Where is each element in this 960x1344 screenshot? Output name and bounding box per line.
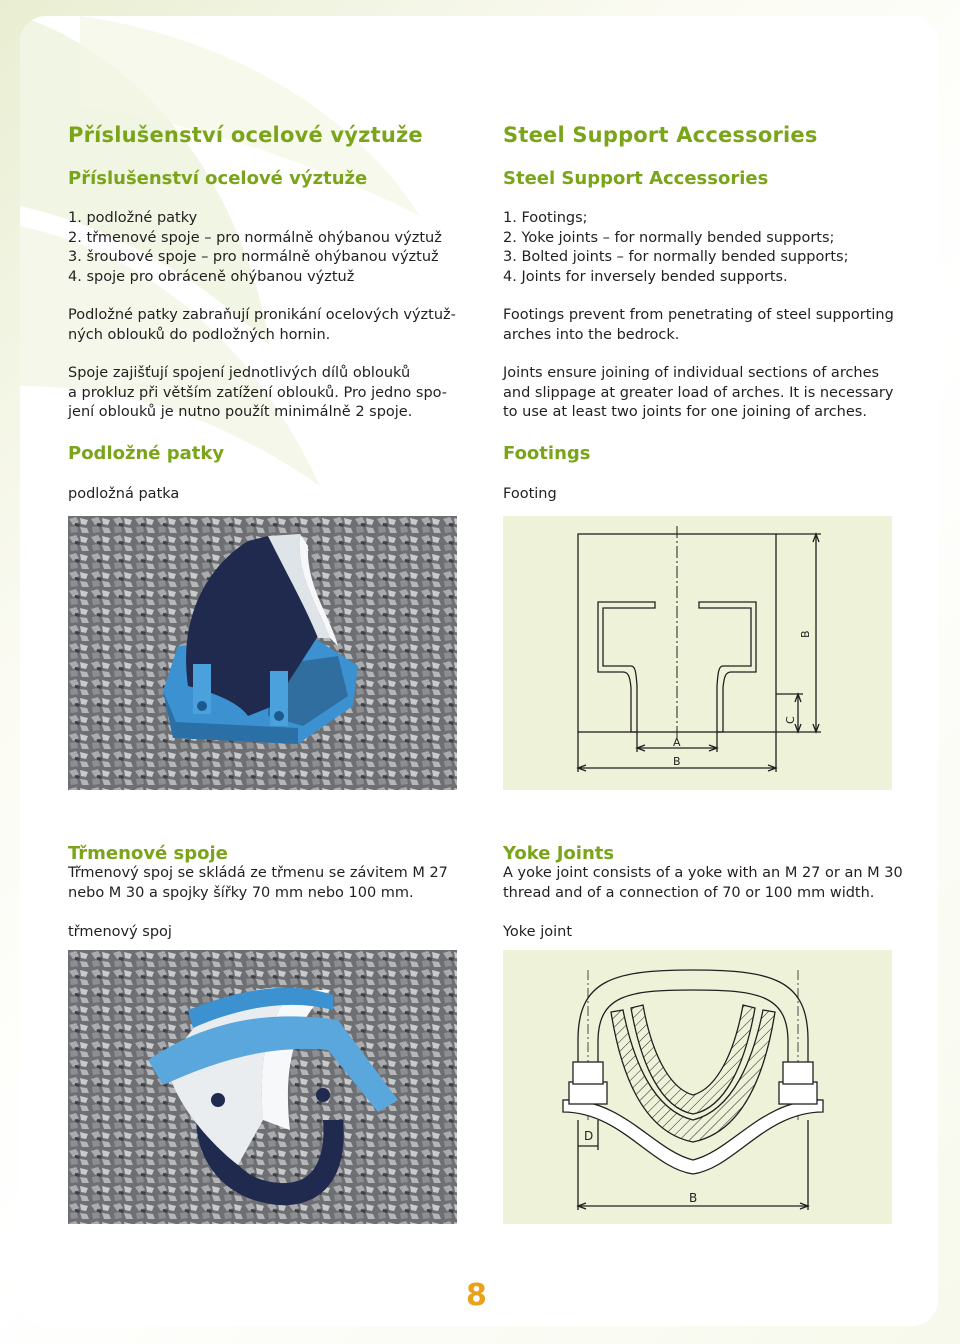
dim-label-b-yoke: B <box>689 1191 698 1205</box>
en-page-title: Steel Support Accessories <box>503 123 818 147</box>
dim-label-b-vertical: B <box>799 630 812 638</box>
en-subtitle: Steel Support Accessories <box>503 168 769 189</box>
cz-joints-paragraph <box>68 364 447 423</box>
cz-footings-paragraph <box>68 306 456 345</box>
cz-footings-heading: Podložné patky <box>68 443 225 464</box>
en-yoke-heading: Yoke Joints <box>503 843 615 864</box>
text-line: Joints ensure joining of individual sections of arches <box>503 365 880 381</box>
text-line: arches into the bedrock. <box>503 326 680 343</box>
list-item: 4. Joints for inversely bended supports. <box>503 268 788 285</box>
list-item: 3. šroubové spoje – pro normálně ohýbanou výztuž <box>68 249 439 265</box>
text-line: Spoje zajišťují spojení jednotlivých dílů oblouků <box>68 365 411 381</box>
cz-yoke-caption: třmenový spoj <box>68 924 172 940</box>
cz-yoke-paragraph <box>68 864 448 903</box>
text-line: a prokluz při větším zatížení oblouků. Pro jedno spo- <box>68 384 448 401</box>
dim-label-c: C <box>784 716 797 724</box>
text-line: jení oblouků je nutno použít minimálně 2 spoje. <box>68 404 413 420</box>
text-line: and slippage at greater load of arches. It is necessary <box>503 384 894 401</box>
en-joints-paragraph <box>503 364 893 423</box>
text-line: to use at least two joints for one joining of arches. <box>503 404 867 420</box>
en-yoke-paragraph <box>503 864 903 903</box>
list-item: 2. třmenové spoje – pro normálně ohýbanou výztuž <box>68 229 442 246</box>
en-accessory-list <box>503 209 848 287</box>
yoke-joint-drawing-icon <box>503 950 892 1224</box>
en-footings-paragraph <box>503 306 894 345</box>
list-item: 1. podložné patky <box>68 210 198 226</box>
text-line: thread and of a connection of 70 or 100 mm width. <box>503 884 875 901</box>
dim-label-a: A <box>673 736 681 749</box>
list-item: 4. spoje pro obráceně ohýbanou výztuž <box>68 268 355 285</box>
dim-label-d: D <box>584 1129 594 1143</box>
text-line: Třmenový spoj se skládá ze třmenu se závitem M 27 <box>68 865 448 881</box>
page-number: 8 <box>466 1278 487 1313</box>
cz-accessory-list <box>68 209 442 287</box>
text-line: ných oblouků do podložných hornin. <box>68 326 331 343</box>
list-item: 2. Yoke joints – for normally bended supports; <box>503 229 835 246</box>
yoke-joint-drawing <box>503 950 892 1224</box>
text-line: Podložné patky zabraňují pronikání ocelových výztuž- <box>68 307 456 323</box>
en-footings-caption: Footing <box>503 486 557 502</box>
text-line: A yoke joint consists of a yoke with an M 27 or an M 30 <box>503 865 903 881</box>
en-footings-heading: Footings <box>503 443 591 464</box>
dim-label-b: B <box>673 755 681 768</box>
text-line: nebo M 30 a spojky šířky 70 mm nebo 100 mm. <box>68 884 414 901</box>
text-line: Footings prevent from penetrating of steel supporting <box>503 307 894 323</box>
cz-yoke-heading: Třmenové spoje <box>68 843 228 864</box>
cz-footings-caption: podložná patka <box>68 486 180 502</box>
footing-photo <box>68 516 457 790</box>
list-item: 3. Bolted joints – for normally bended supports; <box>503 249 849 265</box>
footing-drawing-icon <box>503 516 892 790</box>
footing-drawing <box>503 516 892 790</box>
cz-page-title: Příslušenství ocelové výztuže <box>68 123 423 147</box>
cz-subtitle: Příslušenství ocelové výztuže <box>68 168 368 189</box>
en-yoke-caption: Yoke joint <box>503 924 573 940</box>
list-item: 1. Footings; <box>503 210 588 226</box>
gravel-photo-icon <box>68 950 457 1224</box>
gravel-photo-icon <box>68 516 457 790</box>
yoke-joint-photo <box>68 950 457 1224</box>
